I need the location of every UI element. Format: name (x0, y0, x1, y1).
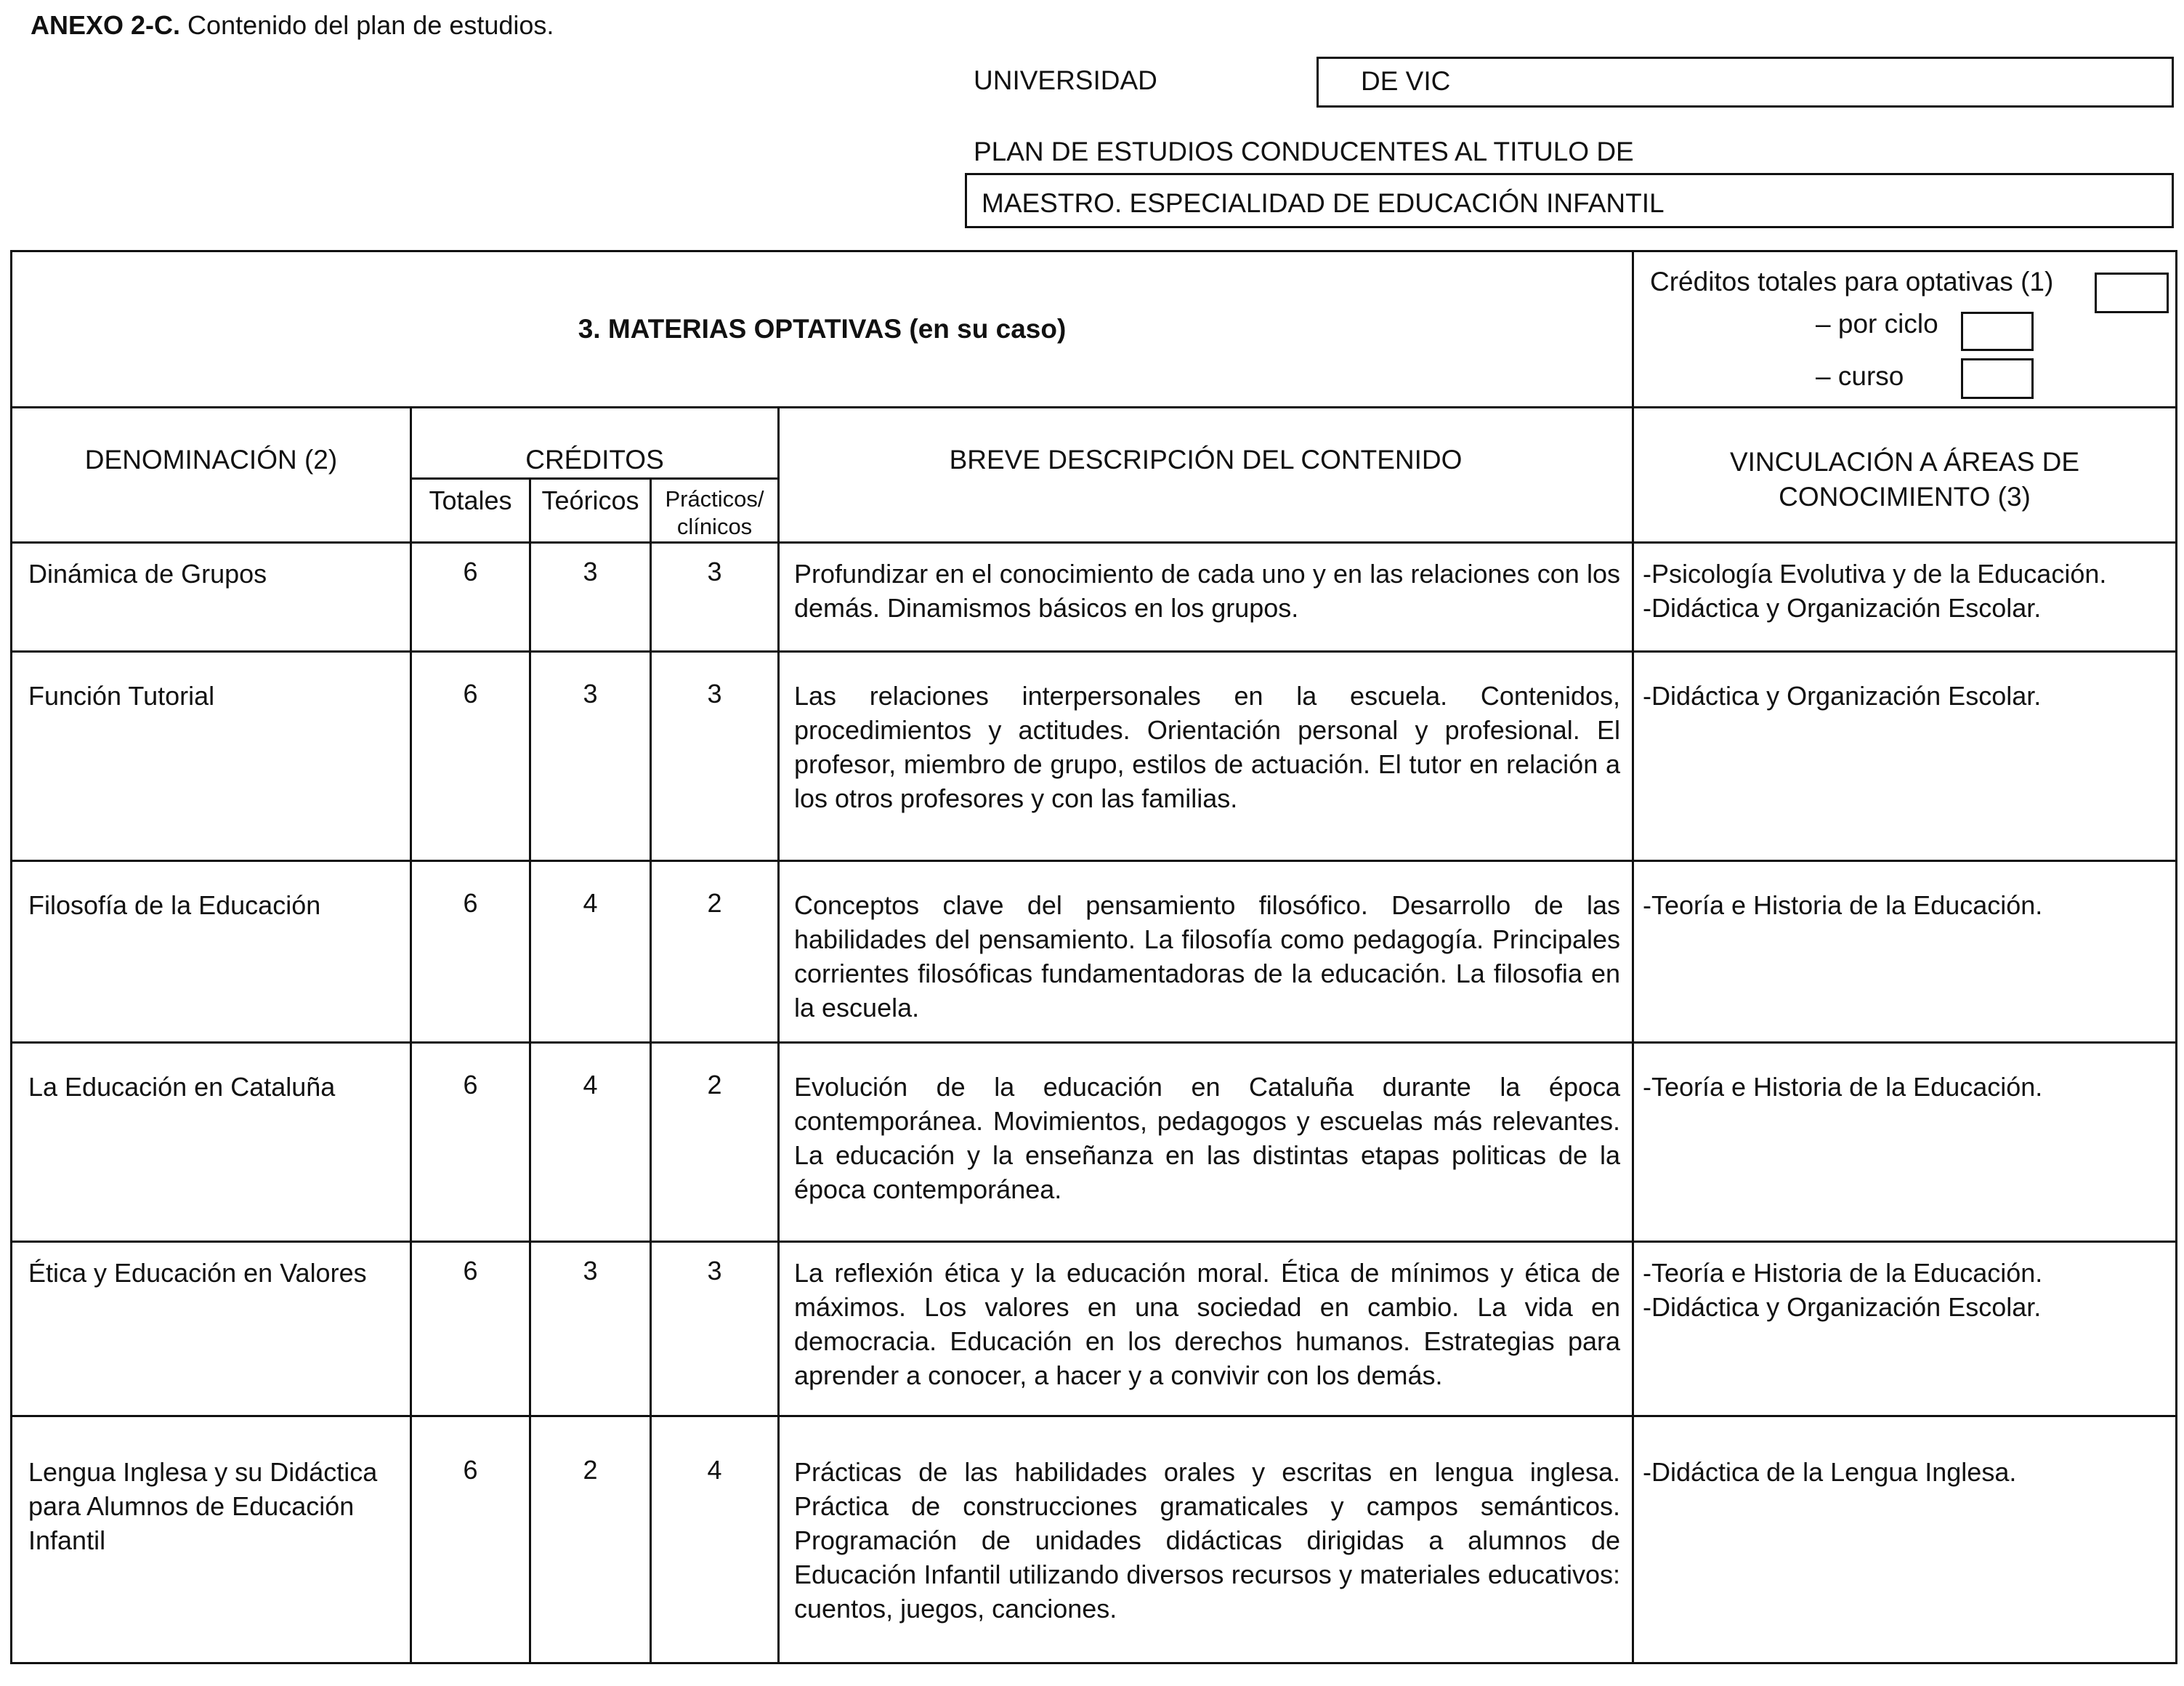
col-teoricos-header: Teóricos (530, 479, 651, 543)
section-header-row (12, 251, 2177, 408)
per-course-label: – curso (1816, 361, 1904, 391)
university-label: UNIVERSIDAD (974, 65, 1157, 95)
per-course-box (1961, 358, 2034, 399)
subject-name: Función Tutorial (12, 652, 411, 861)
area-item: -Teoría e Historia de la Educación. (1643, 890, 2043, 920)
credits-teoricos: 4 (530, 861, 651, 1043)
area-item: -Didáctica y Organización Escolar. (1643, 1292, 2042, 1322)
university-field (1317, 57, 2174, 108)
credits-total-box (2095, 273, 2169, 313)
area-item: -Didáctica y Organización Escolar. (1643, 681, 2042, 711)
credits-total-label: Créditos totales para optativas (1) (1650, 267, 2054, 297)
credits-totales: 6 (411, 543, 530, 652)
subject-areas (1633, 1416, 2177, 1663)
subject-description: Las relaciones interpersonales en la escuela. Contenidos, procedimientos y actitudes. Orientación personal y profesional. El profesor, miembro de grupo, estilos de actuación. El tutor en relación a los otros profesores y con las familias. (779, 652, 1633, 861)
subject-areas (1633, 861, 2177, 1043)
section-title: 3. MATERIAS OPTATIVAS (en su caso) (12, 251, 1633, 408)
credits-teoricos: 3 (530, 543, 651, 652)
credits-practicos: 3 (651, 543, 779, 652)
subject-name: La Educación en Cataluña (12, 1043, 411, 1242)
col-name-header: DENOMINACIÓN (2) (12, 408, 411, 543)
credits-totales: 6 (411, 1043, 530, 1242)
col-credits-header: CRÉDITOS (411, 408, 779, 479)
col-areas-header: VINCULACIÓN A ÁREAS DE CONOCIMIENTO (3) (1633, 408, 2177, 543)
plan-label: PLAN DE ESTUDIOS CONDUCENTES AL TITULO DE (974, 137, 1634, 166)
area-item: -Didáctica y Organización Escolar. (1643, 593, 2042, 623)
subject-description: La reflexión ética y la educación moral. Ética de mínimos y ética de máximos. Los valores en una sociedad en cambio. La vida en democracia. Educación en los derechos humanos. Estrategias para aprender a conocer, a hacer y a convivir con los demás. (779, 1242, 1633, 1416)
annex-description: Contenido del plan de estudios. (180, 10, 554, 40)
subject-description: Profundizar en el conocimiento de cada uno y en las relaciones con los demás. Dinamismos básicos en los grupos. (779, 543, 1633, 652)
subject-areas (1633, 1043, 2177, 1242)
credits-practicos: 3 (651, 1242, 779, 1416)
table-row (12, 1416, 2177, 1663)
subject-name: Filosofía de la Educación (12, 861, 411, 1043)
subject-name: Dinámica de Grupos (12, 543, 411, 652)
credits-teoricos: 3 (530, 1242, 651, 1416)
table-row (12, 1242, 2177, 1416)
area-item: -Teoría e Historia de la Educación. (1643, 1072, 2043, 1102)
plan-field (965, 173, 2174, 228)
credits-practicos: 4 (651, 1416, 779, 1663)
subject-description: Prácticas de las habilidades orales y escritas en lengua inglesa. Práctica de construcciones gramaticales y campos semánticos. Programación de unidades didácticas dirigidas a alumnos de Educación Infantil utilizando diversos recursos y materiales educativos: cuentos, juegos, canciones. (779, 1416, 1633, 1663)
credits-practicos: 3 (651, 652, 779, 861)
credits-totales: 6 (411, 652, 530, 861)
annex-number: ANEXO 2-C. (31, 10, 181, 40)
annex-title (31, 10, 554, 41)
col-totales-header: Totales (411, 479, 530, 543)
per-cycle-box (1961, 312, 2034, 351)
credits-teoricos: 4 (530, 1043, 651, 1242)
credits-totales: 6 (411, 861, 530, 1043)
col-description-header: BREVE DESCRIPCIÓN DEL CONTENIDO (779, 408, 1633, 543)
credits-summary (1633, 251, 2177, 408)
subject-description: Evolución de la educación en Cataluña durante la época contemporánea. Movimientos, pedagogos y escuelas más relevantes. La educación y la enseñanza en las distintas etapas politicas de la época contemporánea. (779, 1043, 1633, 1242)
plan-value: MAESTRO. ESPECIALIDAD DE EDUCACIÓN INFANTIL (982, 188, 1665, 218)
university-value: DE VIC (1361, 66, 1451, 96)
subject-name: Lengua Inglesa y su Didáctica para Alumnos de Educación Infantil (12, 1416, 411, 1663)
table-row (12, 861, 2177, 1043)
credits-totales: 6 (411, 1416, 530, 1663)
subject-description: Conceptos clave del pensamiento filosófico. Desarrollo de las habilidades del pensamiento. La filosofía como pedagogía. Principales corrientes filosóficas fundamentadoras de la educación. La filosofia en la escuela. (779, 861, 1633, 1043)
column-header-row (12, 408, 2177, 479)
credits-practicos: 2 (651, 1043, 779, 1242)
per-cycle-label: – por ciclo (1816, 309, 1938, 339)
area-item: -Teoría e Historia de la Educación. (1643, 1258, 2043, 1288)
table-row (12, 1043, 2177, 1242)
table-row (12, 652, 2177, 861)
credits-teoricos: 2 (530, 1416, 651, 1663)
subject-areas (1633, 1242, 2177, 1416)
subject-areas (1633, 543, 2177, 652)
credits-practicos: 2 (651, 861, 779, 1043)
credits-totales: 6 (411, 1242, 530, 1416)
subject-areas (1633, 652, 2177, 861)
subject-name: Ética y Educación en Valores (12, 1242, 411, 1416)
col-practicos-header: Prácticos/ clínicos (651, 479, 779, 543)
credits-teoricos: 3 (530, 652, 651, 861)
table-row (12, 543, 2177, 652)
area-item: -Psicología Evolutiva y de la Educación. (1643, 559, 2107, 589)
optional-subjects-table (10, 250, 2177, 1664)
area-item: -Didáctica de la Lengua Inglesa. (1643, 1457, 2017, 1487)
